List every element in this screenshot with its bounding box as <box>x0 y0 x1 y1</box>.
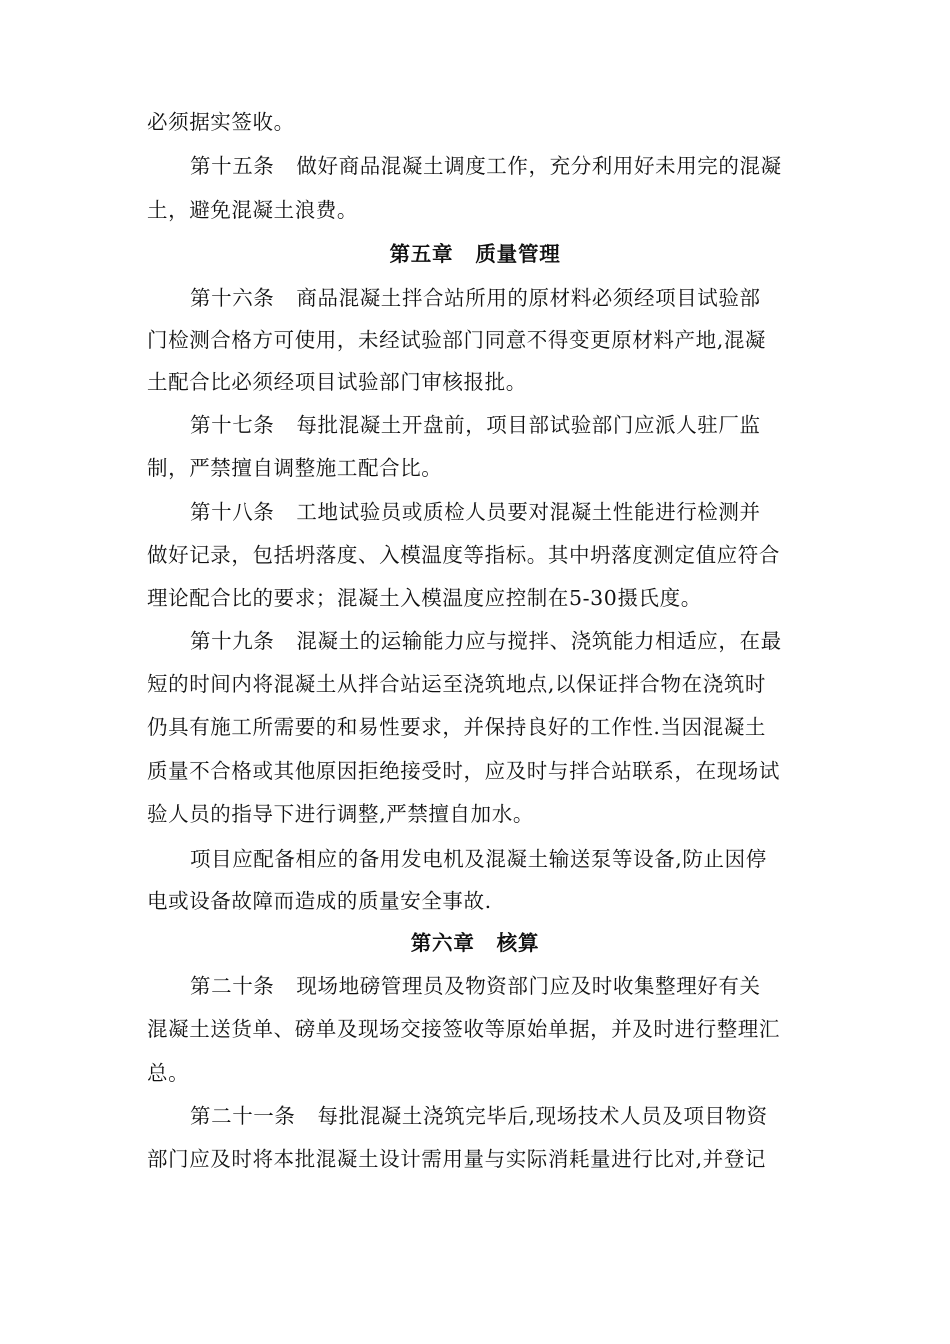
article-18-number: 第十八条 <box>190 500 275 524</box>
chapter-6-heading: 第六章 核算 <box>410 931 540 955</box>
article-21-line-1: 第二十一条 每批混凝土浇筑完毕后,现场技术人员及项目物资 <box>190 1104 768 1128</box>
article-20-line-3: 总。 <box>147 1061 190 1085</box>
chapter-5-heading: 第五章 质量管理 <box>389 242 561 266</box>
article-17-number: 第十七条 <box>190 413 275 437</box>
article-16-line-2: 门检测合格方可使用，未经试验部门同意不得变更原材料产地,混凝 <box>147 328 767 352</box>
article-15-number: 第十五条 <box>190 154 275 178</box>
article-20-line-2: 混凝土送货单、磅单及现场交接签收等原始单据，并及时进行整理汇 <box>147 1017 780 1041</box>
article-14-tail: 必须据实签收。 <box>147 110 295 134</box>
article-20-number: 第二十条 <box>190 974 275 998</box>
article-18-line-1: 第十八条 工地试验员或质检人员要对混凝土性能进行检测并 <box>190 500 761 524</box>
article-20-line-1: 第二十条 现场地磅管理员及物资部门应及时收集整理好有关 <box>190 974 761 998</box>
article-17-line-1: 第十七条 每批混凝土开盘前，项目部试验部门应派人驻厂监 <box>190 413 761 437</box>
article-15-line-2: 土，避免混凝土浪费。 <box>147 198 358 222</box>
article-19-extra-line-1: 项目应配备相应的备用发电机及混凝土输送泵等设备,防止因停 <box>190 847 767 871</box>
article-15-line-1: 第十五条 做好商品混凝土调度工作，充分利用好未用完的混凝 <box>190 154 782 178</box>
article-19-line-2: 短的时间内将混凝土从拌合站运至浇筑地点,以保证拌合物在浇筑时 <box>147 672 767 696</box>
article-17-line-2: 制，严禁擅自调整施工配合比。 <box>147 456 443 480</box>
article-19-line-1: 第十九条 混凝土的运输能力应与搅拌、浇筑能力相适应，在最 <box>190 629 782 653</box>
article-16-number: 第十六条 <box>190 286 275 310</box>
article-21-number: 第二十一条 <box>190 1104 296 1128</box>
article-19-number: 第十九条 <box>190 629 275 653</box>
article-19-extra-line-2: 电或设备故障而造成的质量安全事故. <box>147 889 492 913</box>
article-19-line-5: 验人员的指导下进行调整,严禁擅自加水。 <box>147 802 534 826</box>
article-16-line-3: 土配合比必须经项目试验部门审核报批。 <box>147 370 527 394</box>
article-18-line-3: 理论配合比的要求；混凝土入模温度应控制在5-30摄氏度。 <box>147 586 702 610</box>
article-16-line-1: 第十六条 商品混凝土拌合站所用的原材料必须经项目试验部 <box>190 286 761 310</box>
article-19-line-4: 质量不合格或其他原因拒绝接受时，应及时与拌合站联系，在现场试 <box>147 759 780 783</box>
article-18-line-2: 做好记录，包括坍落度、入模温度等指标。其中坍落度测定值应符合 <box>147 543 780 567</box>
article-21-line-2: 部门应及时将本批混凝土设计需用量与实际消耗量进行比对,并登记 <box>147 1147 767 1171</box>
article-19-line-3: 仍具有施工所需要的和易性要求，并保持良好的工作性.当因混凝土 <box>147 715 767 739</box>
